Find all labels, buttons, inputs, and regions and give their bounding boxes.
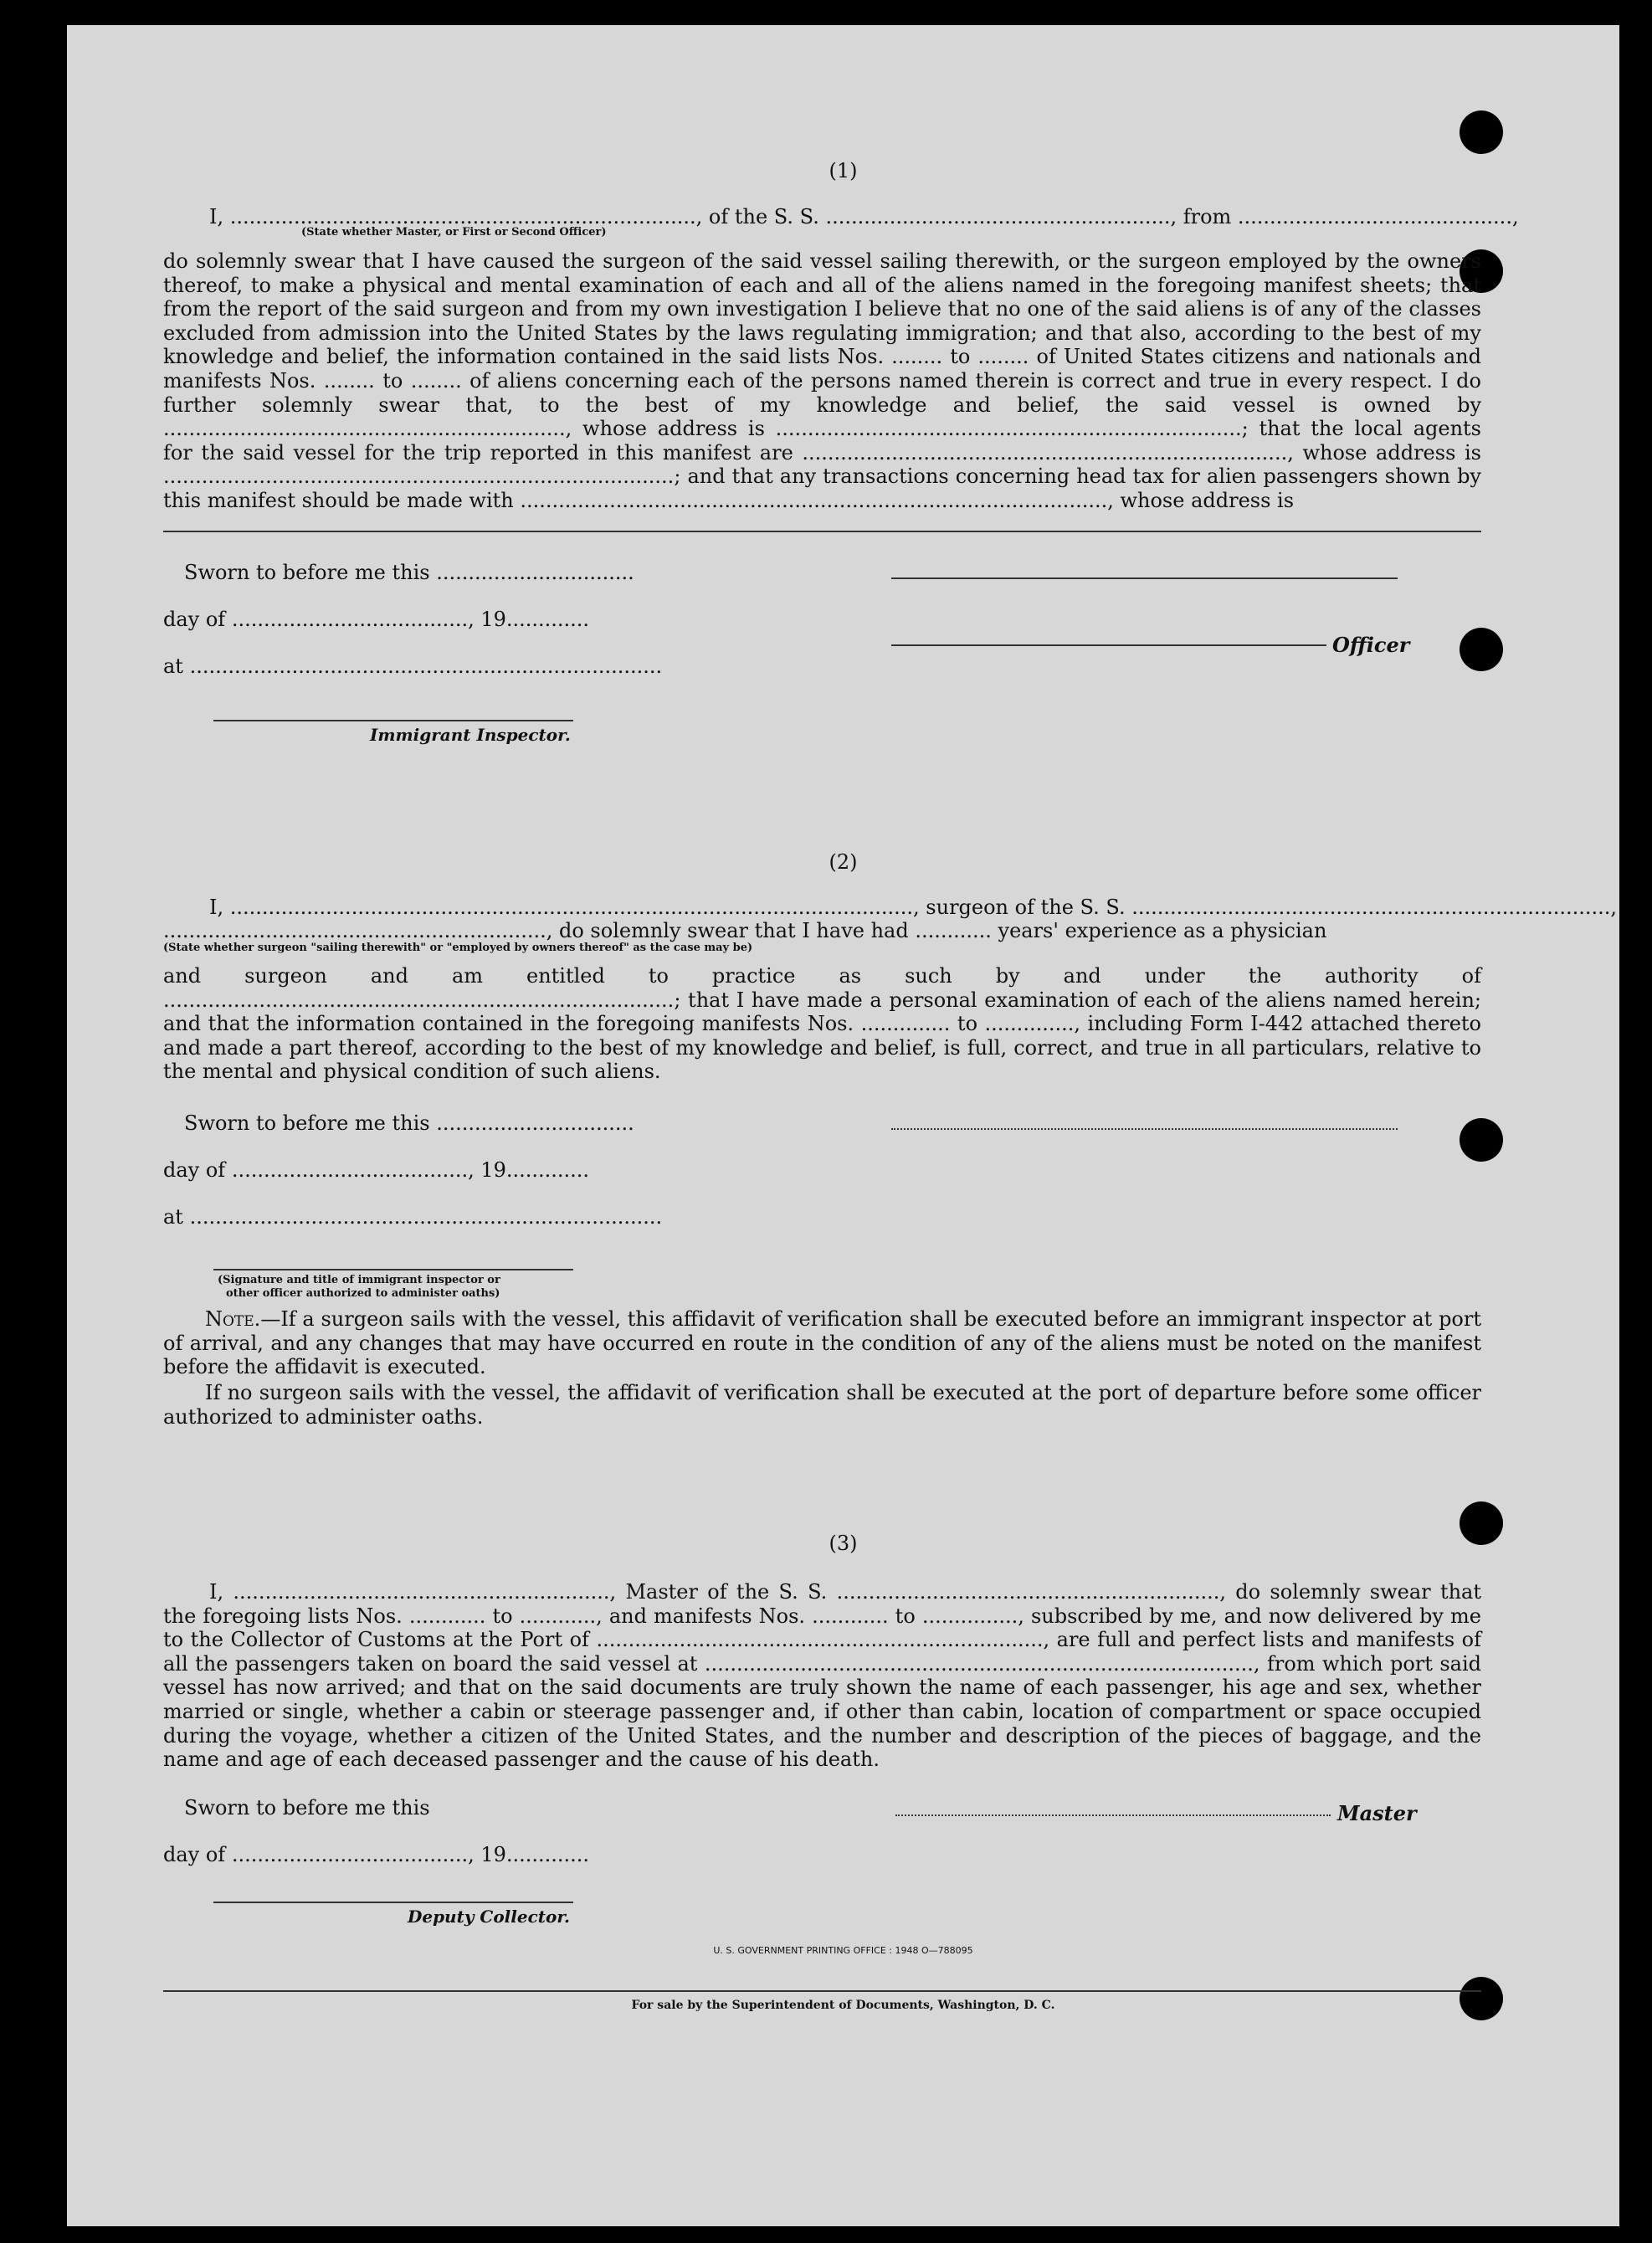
section-1-number: (1): [829, 159, 858, 182]
surgeon-oath-line-2: ............................................................, do solemnly swear that I have had ............ years' experience as a physician: [163, 919, 1327, 942]
punch-hole: [1460, 628, 1503, 671]
surgeon-oath-line-1: I, ..........................................................................................................., surgeon of the S. S. ...........................................................................,: [209, 896, 1618, 919]
section-2-sworn: Sworn to before me this ...............................: [184, 1111, 634, 1135]
punch-hole: [1460, 110, 1503, 154]
section-1-day: day of ....................................., 19.............: [163, 608, 590, 631]
section-2-at: at ..........................................................................: [163, 1205, 663, 1229]
form-page: [67, 25, 1619, 2226]
collector-label: Deputy Collector.: [408, 1907, 571, 1927]
section-3-sworn: Sworn to before me this: [184, 1796, 430, 1820]
surgeon-note: (State whether surgeon "sailing therewith" or "employed by owners thereof" as the case may be): [163, 942, 753, 954]
collector-signature-line: [213, 1902, 573, 1903]
section-3-number: (3): [829, 1532, 858, 1555]
sworn-rule: [891, 577, 1398, 579]
master-oath-body: do solemnly swear that I have caused the surgeon of the said vessel sailing therewith, or the surgeon employed by the owners thereof, to make a physical and mental examination of each and all of the aliens named in the foregoing manifest sheets; that from the report of the said surgeon and from my own investigation I believe that no one of the said aliens is of any of the classes excluded from admission into the United States by the laws regulating immigration; and that also, according to the best of my knowledge and belief, the information contained in the said lists Nos. ........ to ........ of United States citizens and nationals and manifests Nos. ........ to ........ of aliens concerning each of the persons named therein is correct and true in every respect. I do further solemnly swear that, to the best of my knowledge and belief, the said vessel is owned by ..............................................................., whose address is .........................................................................; that the local agents for the said vessel for the trip reported in this manifest are ............................................................................, whose address is ................................................................................; and that any transactions concerning head tax for alien passengers shown by this manifest should be made with ............................................................................................, whose address is: [163, 249, 1481, 512]
section-2-day: day of ....................................., 19.............: [163, 1158, 590, 1182]
section-3-day: day of ....................................., 19.............: [163, 1843, 590, 1866]
master-signature-line: [895, 1814, 1331, 1816]
section-2-number: (2): [829, 850, 858, 874]
gpo-imprint: U. S. GOVERNMENT PRINTING OFFICE : 1948 O—788095: [713, 1945, 973, 1956]
signature-note-2: other officer authorized to administer oaths): [226, 1287, 500, 1300]
note-paragraph-1: [163, 1307, 1481, 1379]
master-label: Master: [1337, 1801, 1417, 1825]
master-oath-line: I, ........................................................................., of the S. S. ......................................................, from ...........................................,: [209, 205, 1519, 228]
footer-rule: [163, 1990, 1481, 1992]
officer-note: (State whether Master, or First or Second Officer): [301, 226, 607, 239]
officer-label: Officer: [1332, 633, 1410, 657]
section-1-at: at ..........................................................................: [163, 654, 663, 678]
signature-note-1: (Signature and title of immigrant inspector or: [218, 1274, 500, 1286]
surgeon-oath-body: and surgeon and am entitled to practice as such by and under the authority of ................................................................................; that I have made a personal examination of each of the aliens named herein; and that the information contained in the foregoing manifests Nos. .............. to .............., including Form I-442 attached thereto and made a part thereof, according to the best of my knowledge and belief, is full, correct, and true in all particulars, relative to the mental and physical condition of such aliens.: [163, 964, 1481, 1084]
punch-hole: [1460, 1118, 1503, 1162]
section-1-sworn: Sworn to before me this ...............................: [184, 561, 634, 584]
collector-oath-body: I, ..........................................................., Master of the S. S. ............................................................, do solemnly swear that the foregoing lists Nos. ............ to ............, and manifests Nos. ............ to ..............., subscribed by me, and now delivered by me to the Collector of Customs at the Port of ......................................................................, are full and perfect lists and manifests of all the passengers taken on board the said vessel at ......................................................................................, from which port said vessel has now arrived; and that on the said documents are truly shown the name of each passenger, his age and sex, whether married or single, whether a cabin or steerage passenger and, if other than cabin, location of compartment or space occupied during the voyage, whether a citizen of the United States, and the number and description of the pieces of baggage, and the name and age of each deceased passenger and the cause of his death.: [163, 1580, 1481, 1772]
address-rule: [163, 531, 1481, 532]
inspector-signature-line: [213, 720, 573, 721]
note-paragraph-2: If no surgeon sails with the vessel, the affidavit of verification shall be executed at the port of departure before some officer authorized to administer oaths.: [163, 1381, 1481, 1429]
authorized-officer-signature-line: [213, 1269, 573, 1270]
sale-notice: For sale by the Superintendent of Documents, Washington, D. C.: [631, 1999, 1055, 2012]
surgeon-signature-line: [891, 1128, 1398, 1130]
note-text-1: —If a surgeon sails with the vessel, this affidavit of verification shall be executed before an immigrant inspector at port of arrival, and any changes that may have occurred en route in the condition of any of the aliens must be noted on the manifest before the affidavit is executed.: [163, 1307, 1481, 1379]
inspector-label: Immigrant Inspector.: [370, 725, 571, 745]
officer-signature-line: [891, 644, 1326, 646]
note-label: Note.: [205, 1307, 261, 1331]
